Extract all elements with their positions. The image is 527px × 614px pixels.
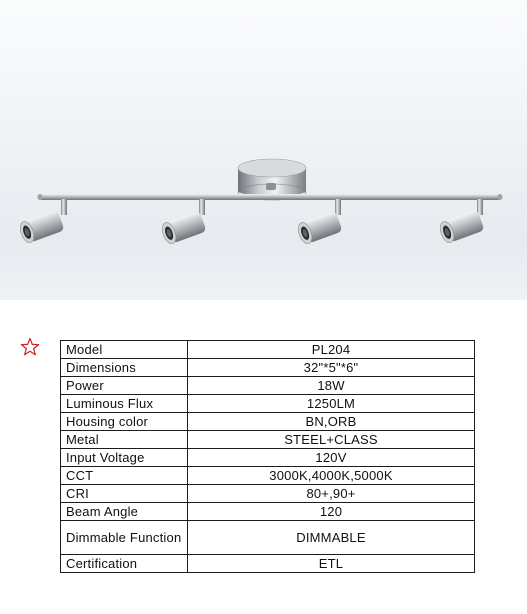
product-photo (0, 0, 527, 300)
spec-label: CRI (61, 485, 188, 503)
spec-label: Certification (61, 555, 188, 573)
table-row (61, 377, 475, 395)
spec-value: 1250LM (188, 395, 475, 413)
table-row (61, 359, 475, 377)
table-row (61, 521, 475, 555)
spec-label: Housing color (61, 413, 188, 431)
spec-value: 32"*5"*6" (188, 359, 475, 377)
table-row (61, 449, 475, 467)
spot-head-1 (18, 199, 67, 245)
spec-value: STEEL+CLASS (188, 431, 475, 449)
table-row (61, 555, 475, 573)
table-row (61, 467, 475, 485)
spec-label: Power (61, 377, 188, 395)
spec-value: 120V (188, 449, 475, 467)
spec-label: Dimensions (61, 359, 188, 377)
spec-value: PL204 (188, 341, 475, 359)
spec-label: Model (61, 341, 188, 359)
table-row (61, 485, 475, 503)
track-bar (38, 194, 503, 200)
spec-value: DIMMABLE (188, 521, 475, 555)
star-outline-icon (20, 337, 40, 357)
spec-value: ETL (188, 555, 475, 573)
track-light-illustration (0, 0, 527, 300)
specification-table (60, 340, 475, 573)
spec-label: Dimmable Function (61, 521, 188, 555)
spec-label: CCT (61, 467, 188, 485)
spec-label: Metal (61, 431, 188, 449)
table-row (61, 413, 475, 431)
spec-label: Input Voltage (61, 449, 188, 467)
ceiling-canopy (238, 159, 306, 200)
table-row (61, 395, 475, 413)
table-row (61, 503, 475, 521)
table-row (61, 431, 475, 449)
spec-value: 120 (188, 503, 475, 521)
spot-head-3 (296, 199, 343, 246)
spec-label: Luminous Flux (61, 395, 188, 413)
spec-value: 80+,90+ (188, 485, 475, 503)
table-row (61, 341, 475, 359)
spot-head-4 (438, 199, 485, 245)
spec-label: Beam Angle (61, 503, 188, 521)
spot-head-2 (160, 199, 207, 246)
spec-value: 3000K,4000K,5000K (188, 467, 475, 485)
spec-value: BN,ORB (188, 413, 475, 431)
spec-value: 18W (188, 377, 475, 395)
